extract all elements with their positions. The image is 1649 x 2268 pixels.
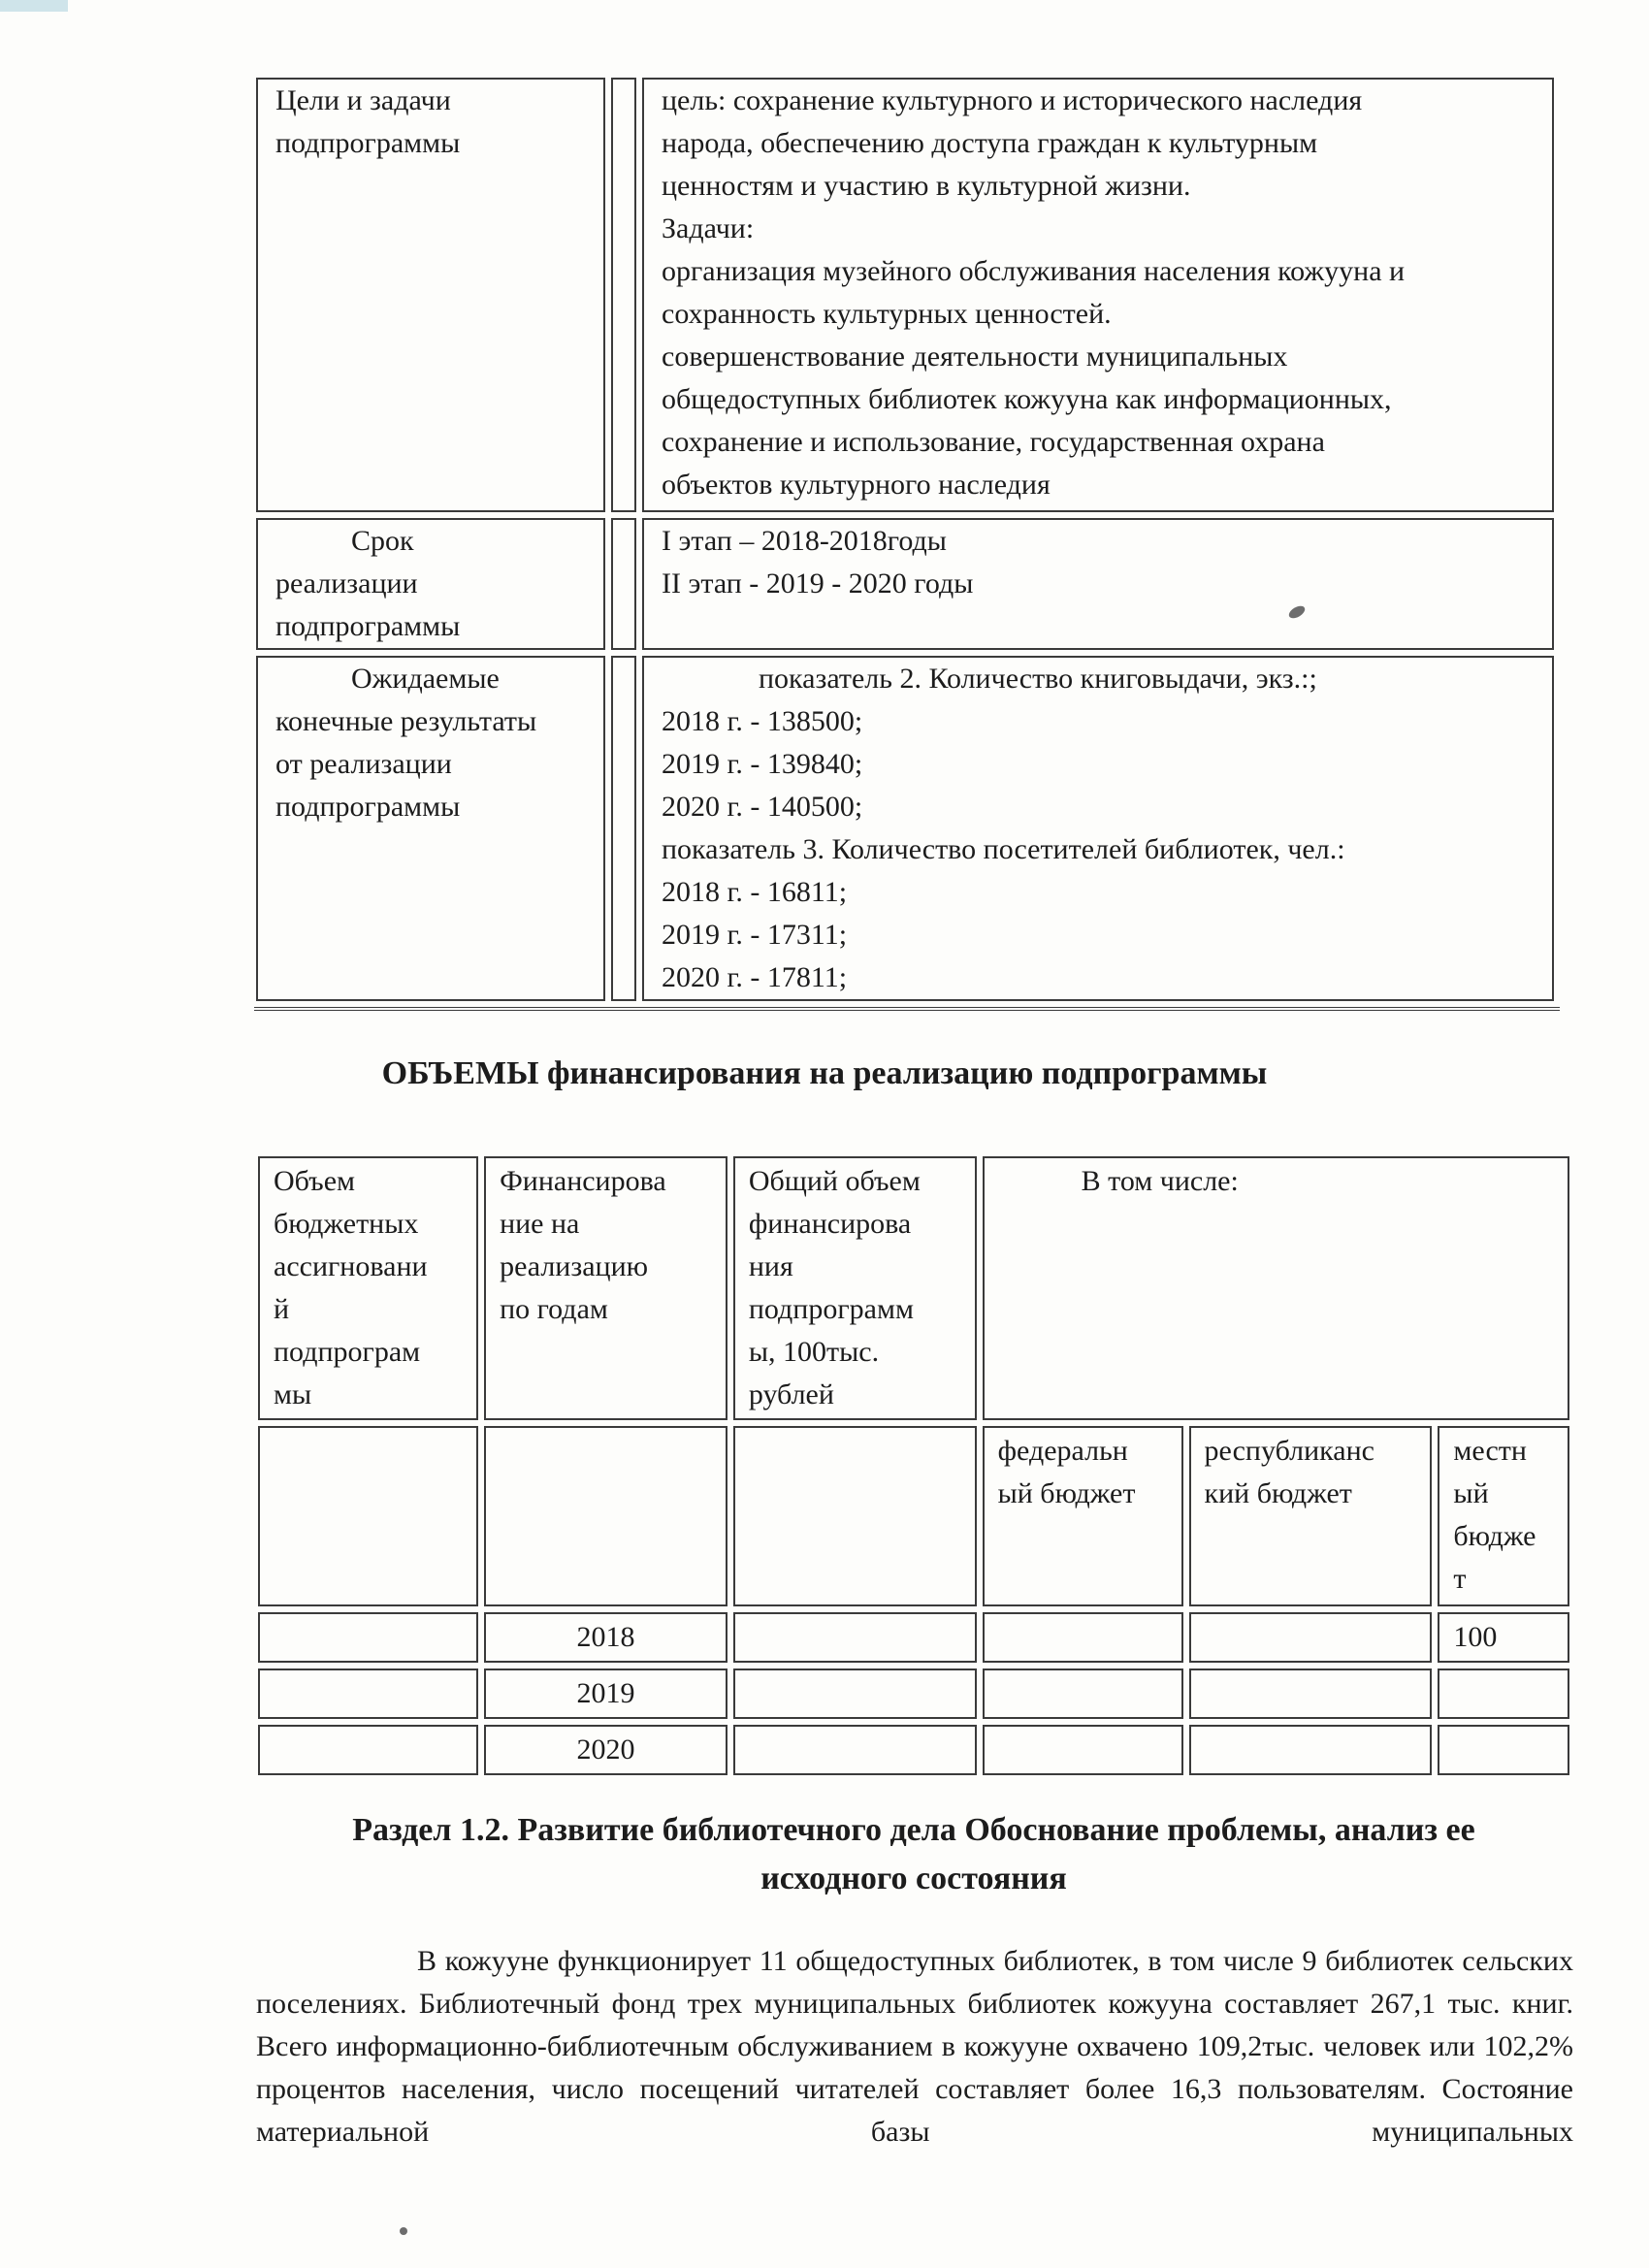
cell-text: 2018 г. - 16811; — [662, 876, 848, 908]
cell-text: 2018 г. - 138500; — [662, 705, 863, 737]
cell-text: подпрограммы — [275, 127, 461, 159]
table-row — [258, 1669, 1569, 1719]
header-local-budget: местн ый бюдже т — [1438, 1426, 1569, 1606]
empty-cell — [1189, 1725, 1433, 1775]
empty-cell — [611, 78, 636, 512]
subprogram-passport-table — [250, 72, 1560, 1007]
finance-title: ОБЪЕМЫ финансирования на реализацию подпрограммы — [381, 1055, 1268, 1091]
cell-text: конечные результаты — [275, 705, 537, 737]
cell-text: 2020 г. - 17811; — [662, 961, 848, 993]
cell-text: 2019 г. - 139840; — [662, 748, 863, 780]
cell-text: 2019 г. - 17311; — [662, 919, 848, 951]
cell-text: реализации — [275, 567, 418, 599]
header-federal-budget: федеральн ый бюджет — [983, 1426, 1183, 1606]
empty-cell — [258, 1426, 478, 1606]
scan-corner-mark — [0, 0, 68, 12]
table-subheader-row — [258, 1426, 1569, 1606]
table-row — [256, 78, 1554, 512]
cell-text: I этап – 2018-2018годы — [662, 525, 947, 557]
empty-cell — [611, 656, 636, 1001]
local-value-cell — [1438, 1725, 1569, 1775]
section-body — [256, 1940, 1573, 2154]
cell-text: Срок — [351, 525, 414, 557]
empty-cell — [733, 1725, 977, 1775]
year-cell: 2020 — [484, 1725, 728, 1775]
cell-text: 2020 г. - 140500; — [662, 791, 863, 823]
cell-text: общедоступных библиотек кожууна как информационных, — [662, 383, 1392, 415]
results-content-cell — [642, 656, 1554, 1001]
goals-content-cell — [642, 78, 1554, 512]
cell-text: сохранение и использование, государственная охрана — [662, 426, 1325, 458]
empty-cell — [1189, 1612, 1433, 1663]
table-row — [258, 1612, 1569, 1663]
empty-cell — [733, 1669, 977, 1719]
header-financing-by-year: Финансирова ние на реализацию по годам — [484, 1156, 728, 1420]
table-bottom-rule — [254, 1007, 1560, 1011]
section-title-line: Раздел 1.2. Развитие библиотечного дела Обоснование проблемы, анализ ее — [352, 1812, 1475, 1848]
empty-cell — [611, 518, 636, 650]
cell-text: Цели и задачи — [275, 84, 451, 116]
finance-table — [252, 1150, 1575, 1781]
header-total-volume: Общий объем финансирова ния подпрограмм ы, 100тыс. рублей — [733, 1156, 977, 1420]
cell-text: подпрограммы — [275, 791, 461, 823]
cell-text: организация музейного обслуживания населения кожууна и — [662, 255, 1406, 287]
cell-text: показатель 2. Количество книговыдачи, экз.:; — [759, 663, 1317, 695]
table-row — [256, 518, 1554, 650]
empty-cell — [484, 1426, 728, 1606]
body-paragraph: В кожууне функционирует 11 общедоступных библиотек, в том числе 9 библиотек сельских поселениях. Библиотечный фонд трех муниципальных библиотек кожууна составляет 267,1 тыс. книг. Всего информационно-библиотечным обслуживанием в кожууне охвачено 109,2тыс. человек или 102,2% процентов населения, число посещений читателей составляет более 16,3 пользователям. Состояние материальной базы муниципальных — [256, 1945, 1573, 2148]
empty-cell — [258, 1669, 478, 1719]
empty-cell — [983, 1612, 1183, 1663]
empty-cell — [1189, 1669, 1433, 1719]
local-value-cell: 100 — [1438, 1612, 1569, 1663]
empty-cell — [983, 1669, 1183, 1719]
cell-text: сохранность культурных ценностей. — [662, 298, 1112, 330]
cell-text: от реализации — [275, 748, 452, 780]
cell-text: II этап - 2019 - 2020 годы — [662, 567, 974, 599]
goals-label-cell — [256, 78, 605, 512]
cell-text: Ожидаемые — [351, 663, 500, 695]
cell-text: подпрограммы — [275, 610, 461, 642]
cell-text: показатель 3. Количество посетителей библиотек, чел.: — [662, 833, 1345, 865]
header-including: В том числе: — [983, 1156, 1569, 1420]
table-header-row — [258, 1156, 1569, 1420]
term-label-cell — [256, 518, 605, 650]
cell-text: Задачи: — [662, 212, 755, 244]
table-row — [258, 1725, 1569, 1775]
scan-speck — [400, 2227, 407, 2235]
year-cell: 2018 — [484, 1612, 728, 1663]
cell-text: объектов культурного наследия — [662, 469, 1051, 501]
year-cell: 2019 — [484, 1669, 728, 1719]
empty-cell — [258, 1725, 478, 1775]
cell-text: народа, обеспечению доступа граждан к культурным — [662, 127, 1318, 159]
section-title-line: исходного состояния — [760, 1861, 1067, 1896]
cell-text: ценностям и участию в культурной жизни. — [662, 170, 1191, 202]
section-title — [252, 1806, 1575, 1903]
cell-text: цель: сохранение культурного и исторического наследия — [662, 84, 1363, 116]
header-budget-volume: Объем бюджетных ассигновани й подпрограм мы — [258, 1156, 478, 1420]
local-value-cell — [1438, 1669, 1569, 1719]
cell-text: совершенствование деятельности муниципальных — [662, 340, 1288, 373]
header-republic-budget: республиканс кий бюджет — [1189, 1426, 1433, 1606]
empty-cell — [258, 1612, 478, 1663]
empty-cell — [983, 1725, 1183, 1775]
results-label-cell — [256, 656, 605, 1001]
empty-cell — [733, 1426, 977, 1606]
term-content-cell — [642, 518, 1554, 650]
empty-cell — [733, 1612, 977, 1663]
table-row — [256, 656, 1554, 1001]
